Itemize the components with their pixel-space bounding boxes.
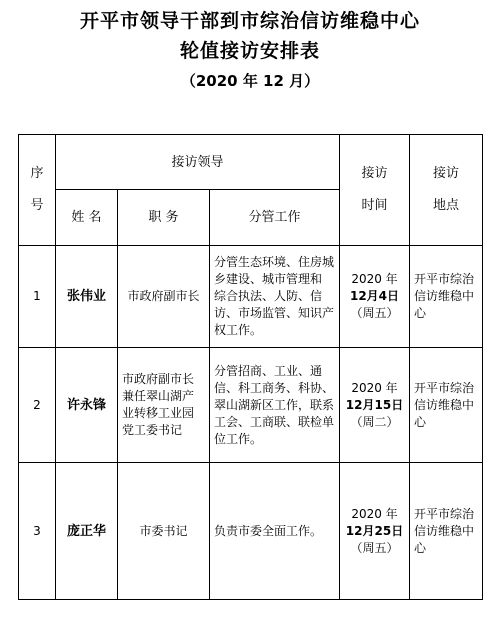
row-seq: 3 — [19, 463, 56, 600]
header-time: 接访 时间 — [340, 135, 410, 246]
header-seq: 序 号 — [19, 135, 56, 246]
header-name: 姓 名 — [56, 190, 118, 246]
table-row — [19, 246, 483, 348]
header-reception-leader: 接访领导 — [56, 135, 340, 190]
row-seq: 1 — [19, 246, 56, 348]
row-seq: 2 — [19, 348, 56, 463]
leader-position: 市政府副市长兼任翠山湖产业转移工业园党工委书记 — [118, 348, 210, 463]
header-duties: 分管工作 — [210, 190, 340, 246]
table-row — [19, 463, 483, 600]
table-row — [19, 348, 483, 463]
leader-name: 张伟业 — [56, 246, 118, 348]
date-weekday: （周二） — [350, 414, 399, 429]
leader-duties: 负责市委全面工作。 — [210, 463, 340, 600]
date-weekday: （周五） — [350, 540, 399, 555]
reception-place: 开平市综治信访维稳中心 — [410, 348, 483, 463]
reception-place: 开平市综治信访维稳中心 — [410, 246, 483, 348]
document-period: （2020 年 12 月） — [180, 72, 320, 90]
reception-date — [340, 463, 410, 600]
document-title: 开平市领导干部到市综治信访维稳中心 — [79, 10, 420, 32]
date-year: 2020 年 — [351, 380, 398, 395]
reception-date — [340, 246, 410, 348]
header-place: 接访 地点 — [410, 135, 483, 246]
leader-position: 市政府副市长 — [118, 246, 210, 348]
document-subtitle: 轮值接访安排表 — [179, 40, 320, 62]
date-weekday: （周五） — [350, 306, 399, 320]
leader-duties: 分管生态环境、住房城乡建设、城市管理和 综合执法、人防、信访、市场监管、知识产权工作。 — [210, 246, 340, 348]
reception-place: 开平市综治信访维稳中心 — [410, 463, 483, 600]
schedule-table — [18, 134, 483, 600]
leader-name: 庞正华 — [56, 463, 118, 600]
reception-date — [340, 348, 410, 463]
date-day: 12月4日 — [349, 289, 400, 303]
date-year: 2020 年 — [351, 272, 398, 286]
date-day: 12月25日 — [345, 523, 404, 538]
leader-position: 市委书记 — [118, 463, 210, 600]
leader-duties: 分管招商、工业、通信、科工商务、科协、翠山湖新区工作，联系工会、工商联、联检单位工作。 — [210, 348, 340, 463]
date-day: 12月15日 — [345, 397, 404, 412]
header-position: 职 务 — [118, 190, 210, 246]
leader-name: 许永锋 — [56, 348, 118, 463]
date-year: 2020 年 — [351, 506, 398, 521]
